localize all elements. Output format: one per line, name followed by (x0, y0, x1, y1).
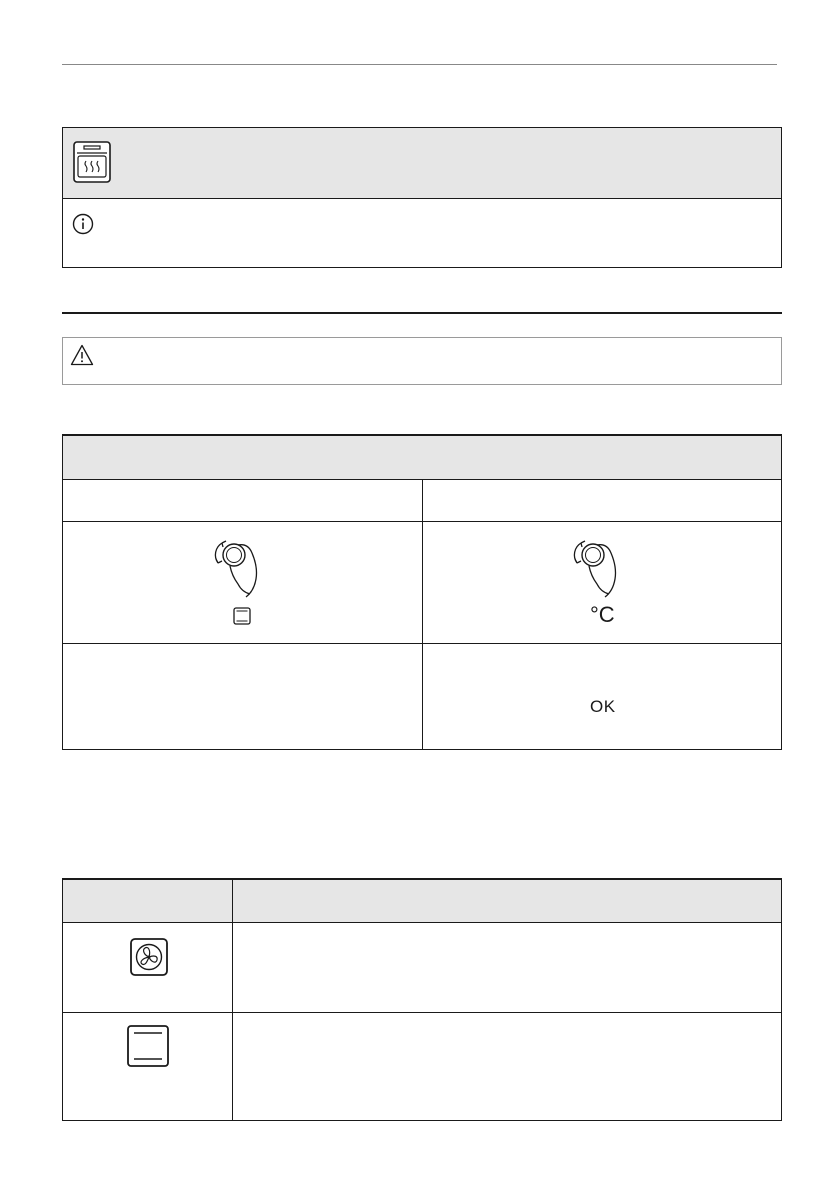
fan-heating-icon (130, 938, 168, 976)
top-bottom-heat-icon (127, 1025, 169, 1067)
column-divider (422, 479, 423, 750)
temperature-symbol: °C (590, 602, 615, 627)
setting-table-header (63, 436, 781, 479)
warning-triangle-icon (70, 344, 94, 366)
confirm-ok-label: OK (590, 697, 616, 716)
info-panel-header (63, 128, 781, 199)
row-divider (63, 922, 781, 923)
knob-rotate-hand-icon (212, 533, 266, 599)
functions-table-header (63, 880, 781, 922)
knob-rotate-hand-icon (571, 533, 625, 599)
oven-steam-icon (73, 141, 111, 183)
info-icon (72, 213, 94, 235)
row-divider (63, 1012, 781, 1013)
functions-table (62, 878, 782, 1121)
header-rule (62, 64, 777, 65)
oven-square-icon (233, 607, 251, 625)
setting-table (62, 434, 782, 750)
column-divider (232, 880, 233, 1121)
warning-box (62, 337, 782, 385)
section-rule (62, 312, 782, 314)
info-panel (62, 127, 782, 268)
